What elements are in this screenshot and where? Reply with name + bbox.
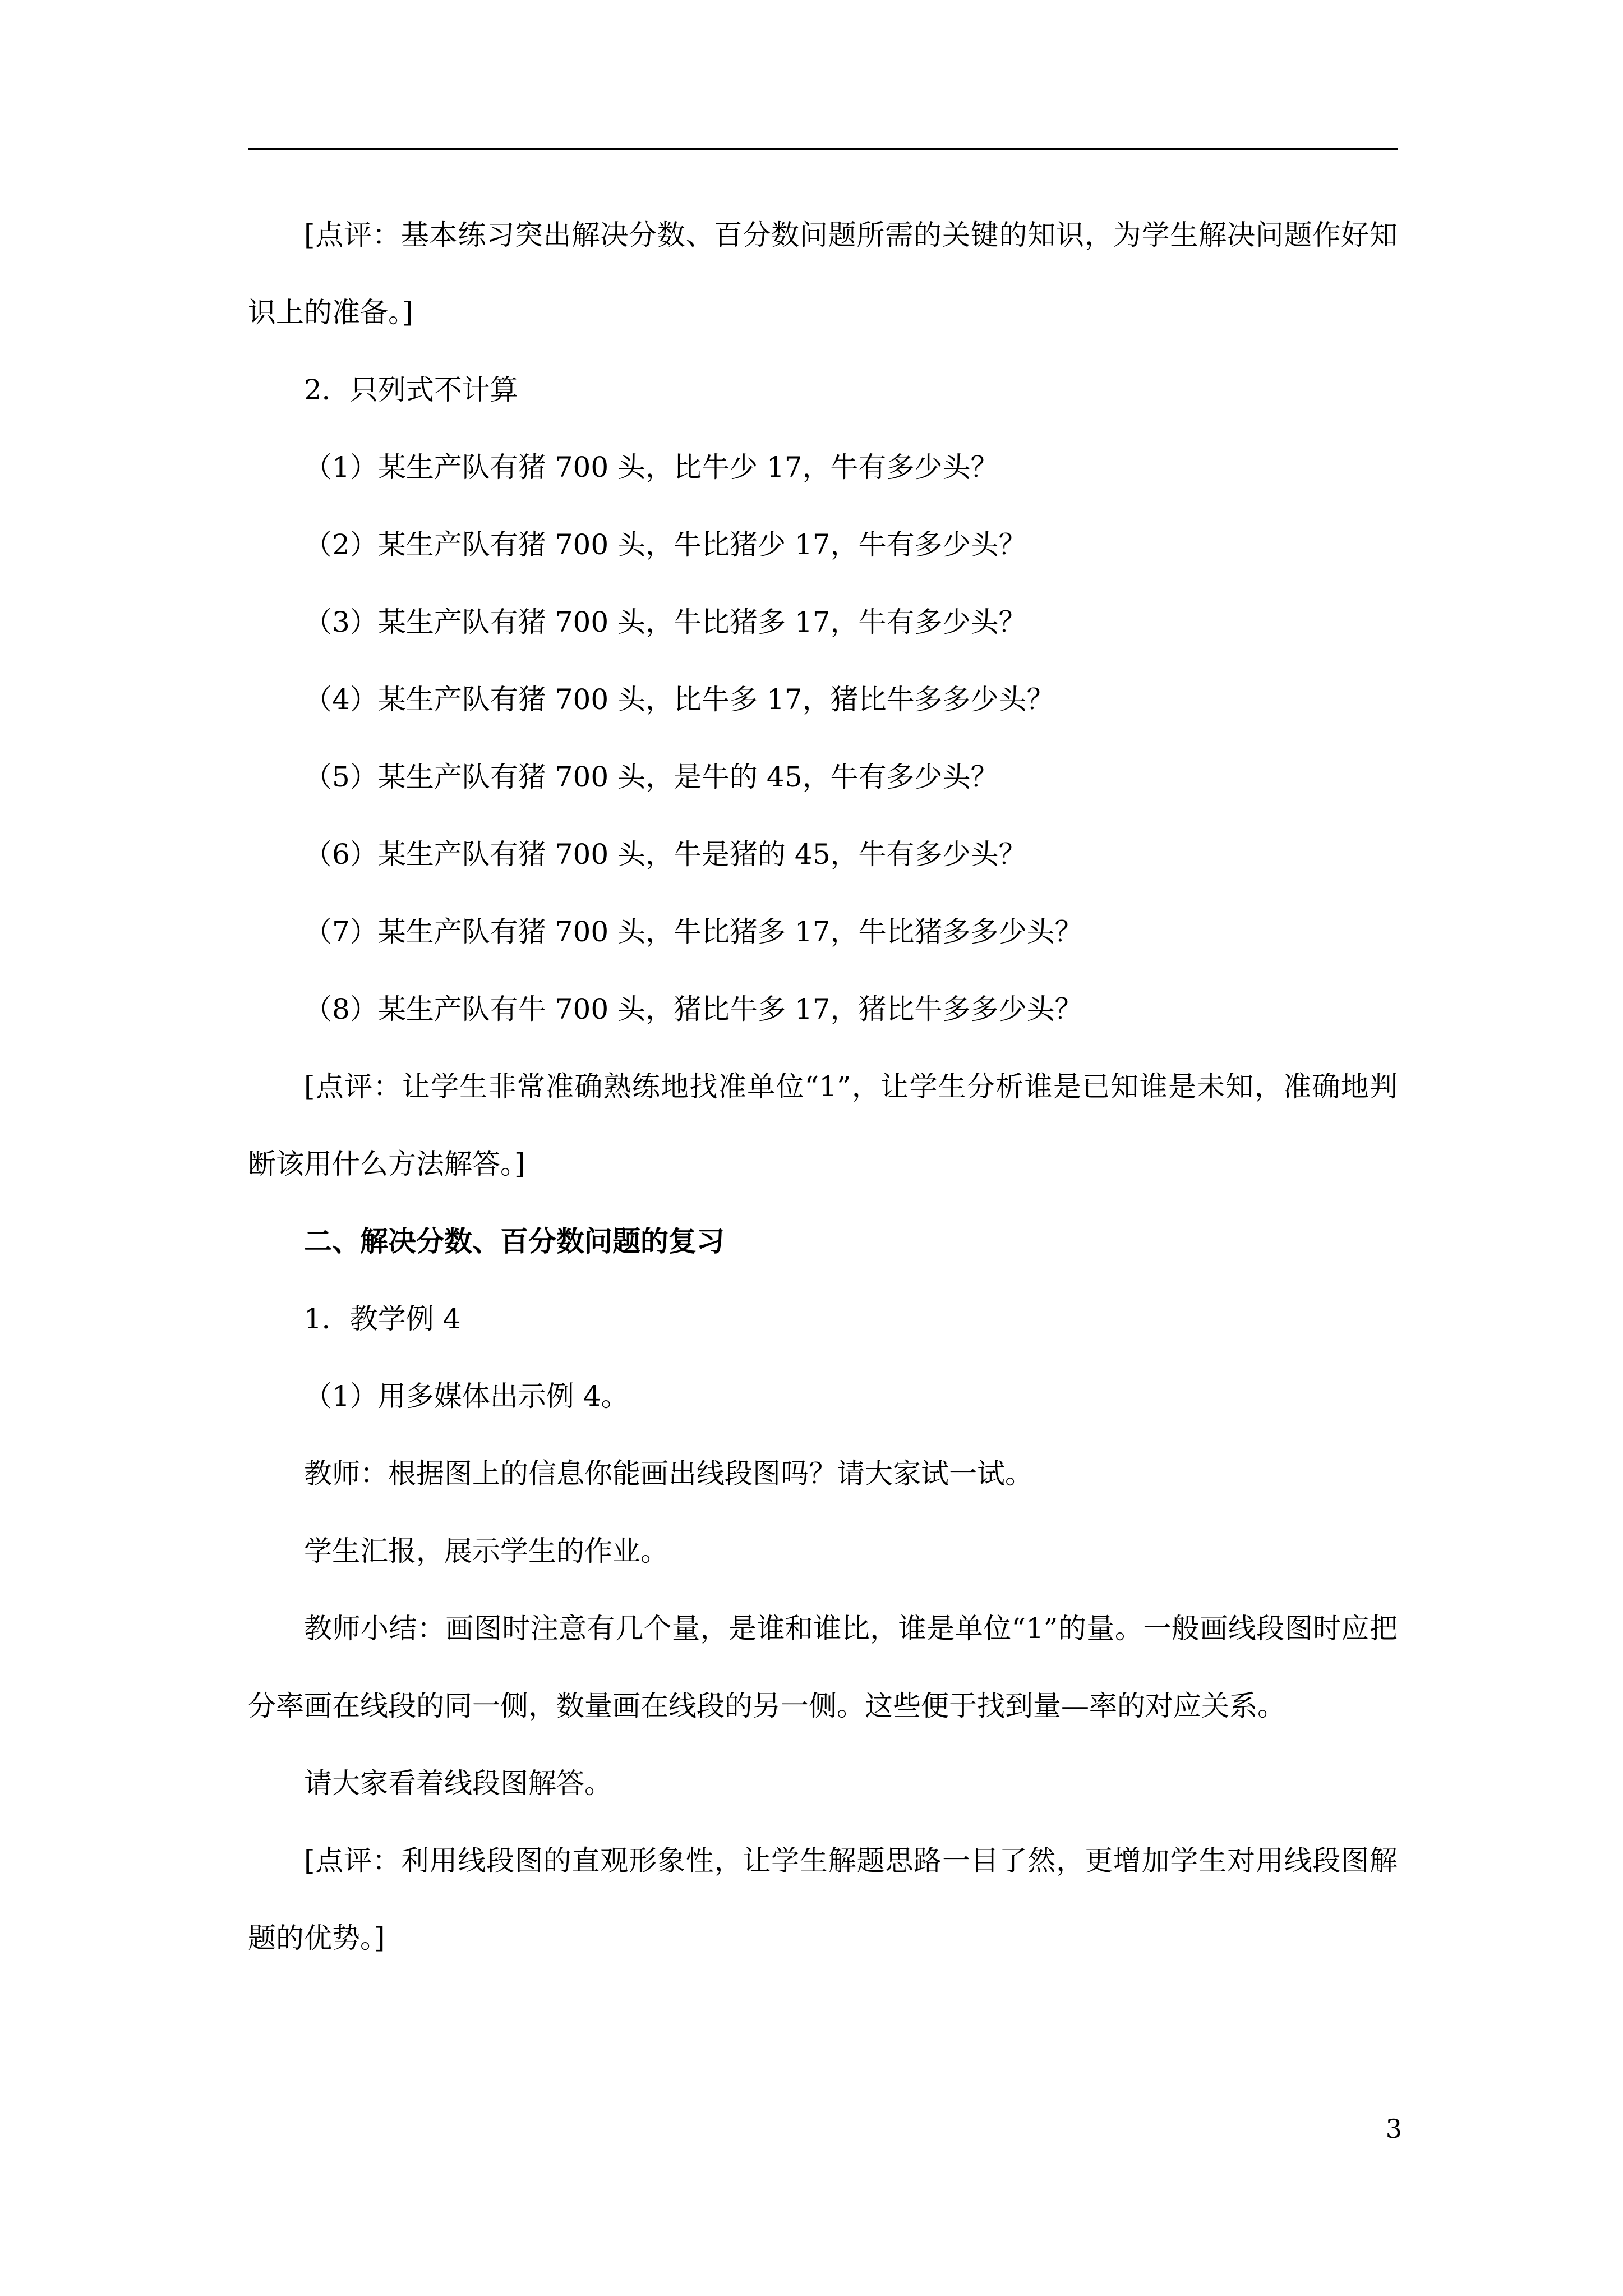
header-rule	[248, 148, 1398, 150]
exercise-item: （3）某生产队有猪 700 头，牛比猪多 17，牛有多少头？	[304, 606, 1027, 638]
comment-paragraph: [点评：基本练习突出解决分数、百分数问题所需的关键的知识，为学生解决问题作好知识上的准备。]	[248, 219, 1398, 329]
document-body	[248, 196, 1398, 1977]
exercise-item: （5）某生产队有猪 700 头，是牛的 45，牛有多少头？	[304, 761, 999, 793]
comment-paragraph: [点评：利用线段图的直观形象性，让学生解题思路一目了然，更增加学生对用线段图解题的优势。]	[248, 1844, 1398, 1954]
body-paragraph: 教师：根据图上的信息你能画出线段图吗？请大家试一试。	[304, 1457, 1033, 1490]
section-heading: 二、解决分数、百分数问题的复习	[304, 1225, 725, 1258]
exercise-item: （7）某生产队有猪 700 头，牛比猪多 17，牛比猪多多少头？	[304, 915, 1083, 948]
body-paragraph: 学生汇报，展示学生的作业。	[304, 1535, 668, 1567]
body-paragraph: 教师小结：画图时注意有几个量，是谁和谁比，谁是单位“1”的量。一般画线段图时应把分率画在线段的同一侧，数量画在线段的另一侧。这些便于找到量—率的对应关系。	[248, 1612, 1398, 1722]
exercise-item: （4）某生产队有猪 700 头，比牛多 17，猪比牛多多少头？	[304, 683, 1055, 716]
subsection-heading: 1．教学例 4	[304, 1303, 461, 1335]
body-paragraph: 请大家看着线段图解答。	[304, 1767, 612, 1800]
body-paragraph: （1）用多媒体出示例 4。	[304, 1380, 629, 1412]
comment-paragraph: [点评：让学生非常准确熟练地找准单位“1”，让学生分析谁是已知谁是未知，准确地判断该用什么方法解答。]	[248, 1070, 1398, 1180]
page-number: 3	[1385, 2114, 1402, 2144]
exercise-item: （1）某生产队有猪 700 头，比牛少 17，牛有多少头？	[304, 451, 999, 484]
exercise-item: （8）某生产队有牛 700 头，猪比牛多 17，猪比牛多多少头？	[304, 993, 1083, 1025]
exercise-heading: 2．只列式不计算	[304, 374, 518, 406]
exercise-item: （2）某生产队有猪 700 头，牛比猪少 17，牛有多少头？	[304, 528, 1027, 561]
exercise-item: （6）某生产队有猪 700 头，牛是猪的 45，牛有多少头？	[304, 838, 1027, 871]
